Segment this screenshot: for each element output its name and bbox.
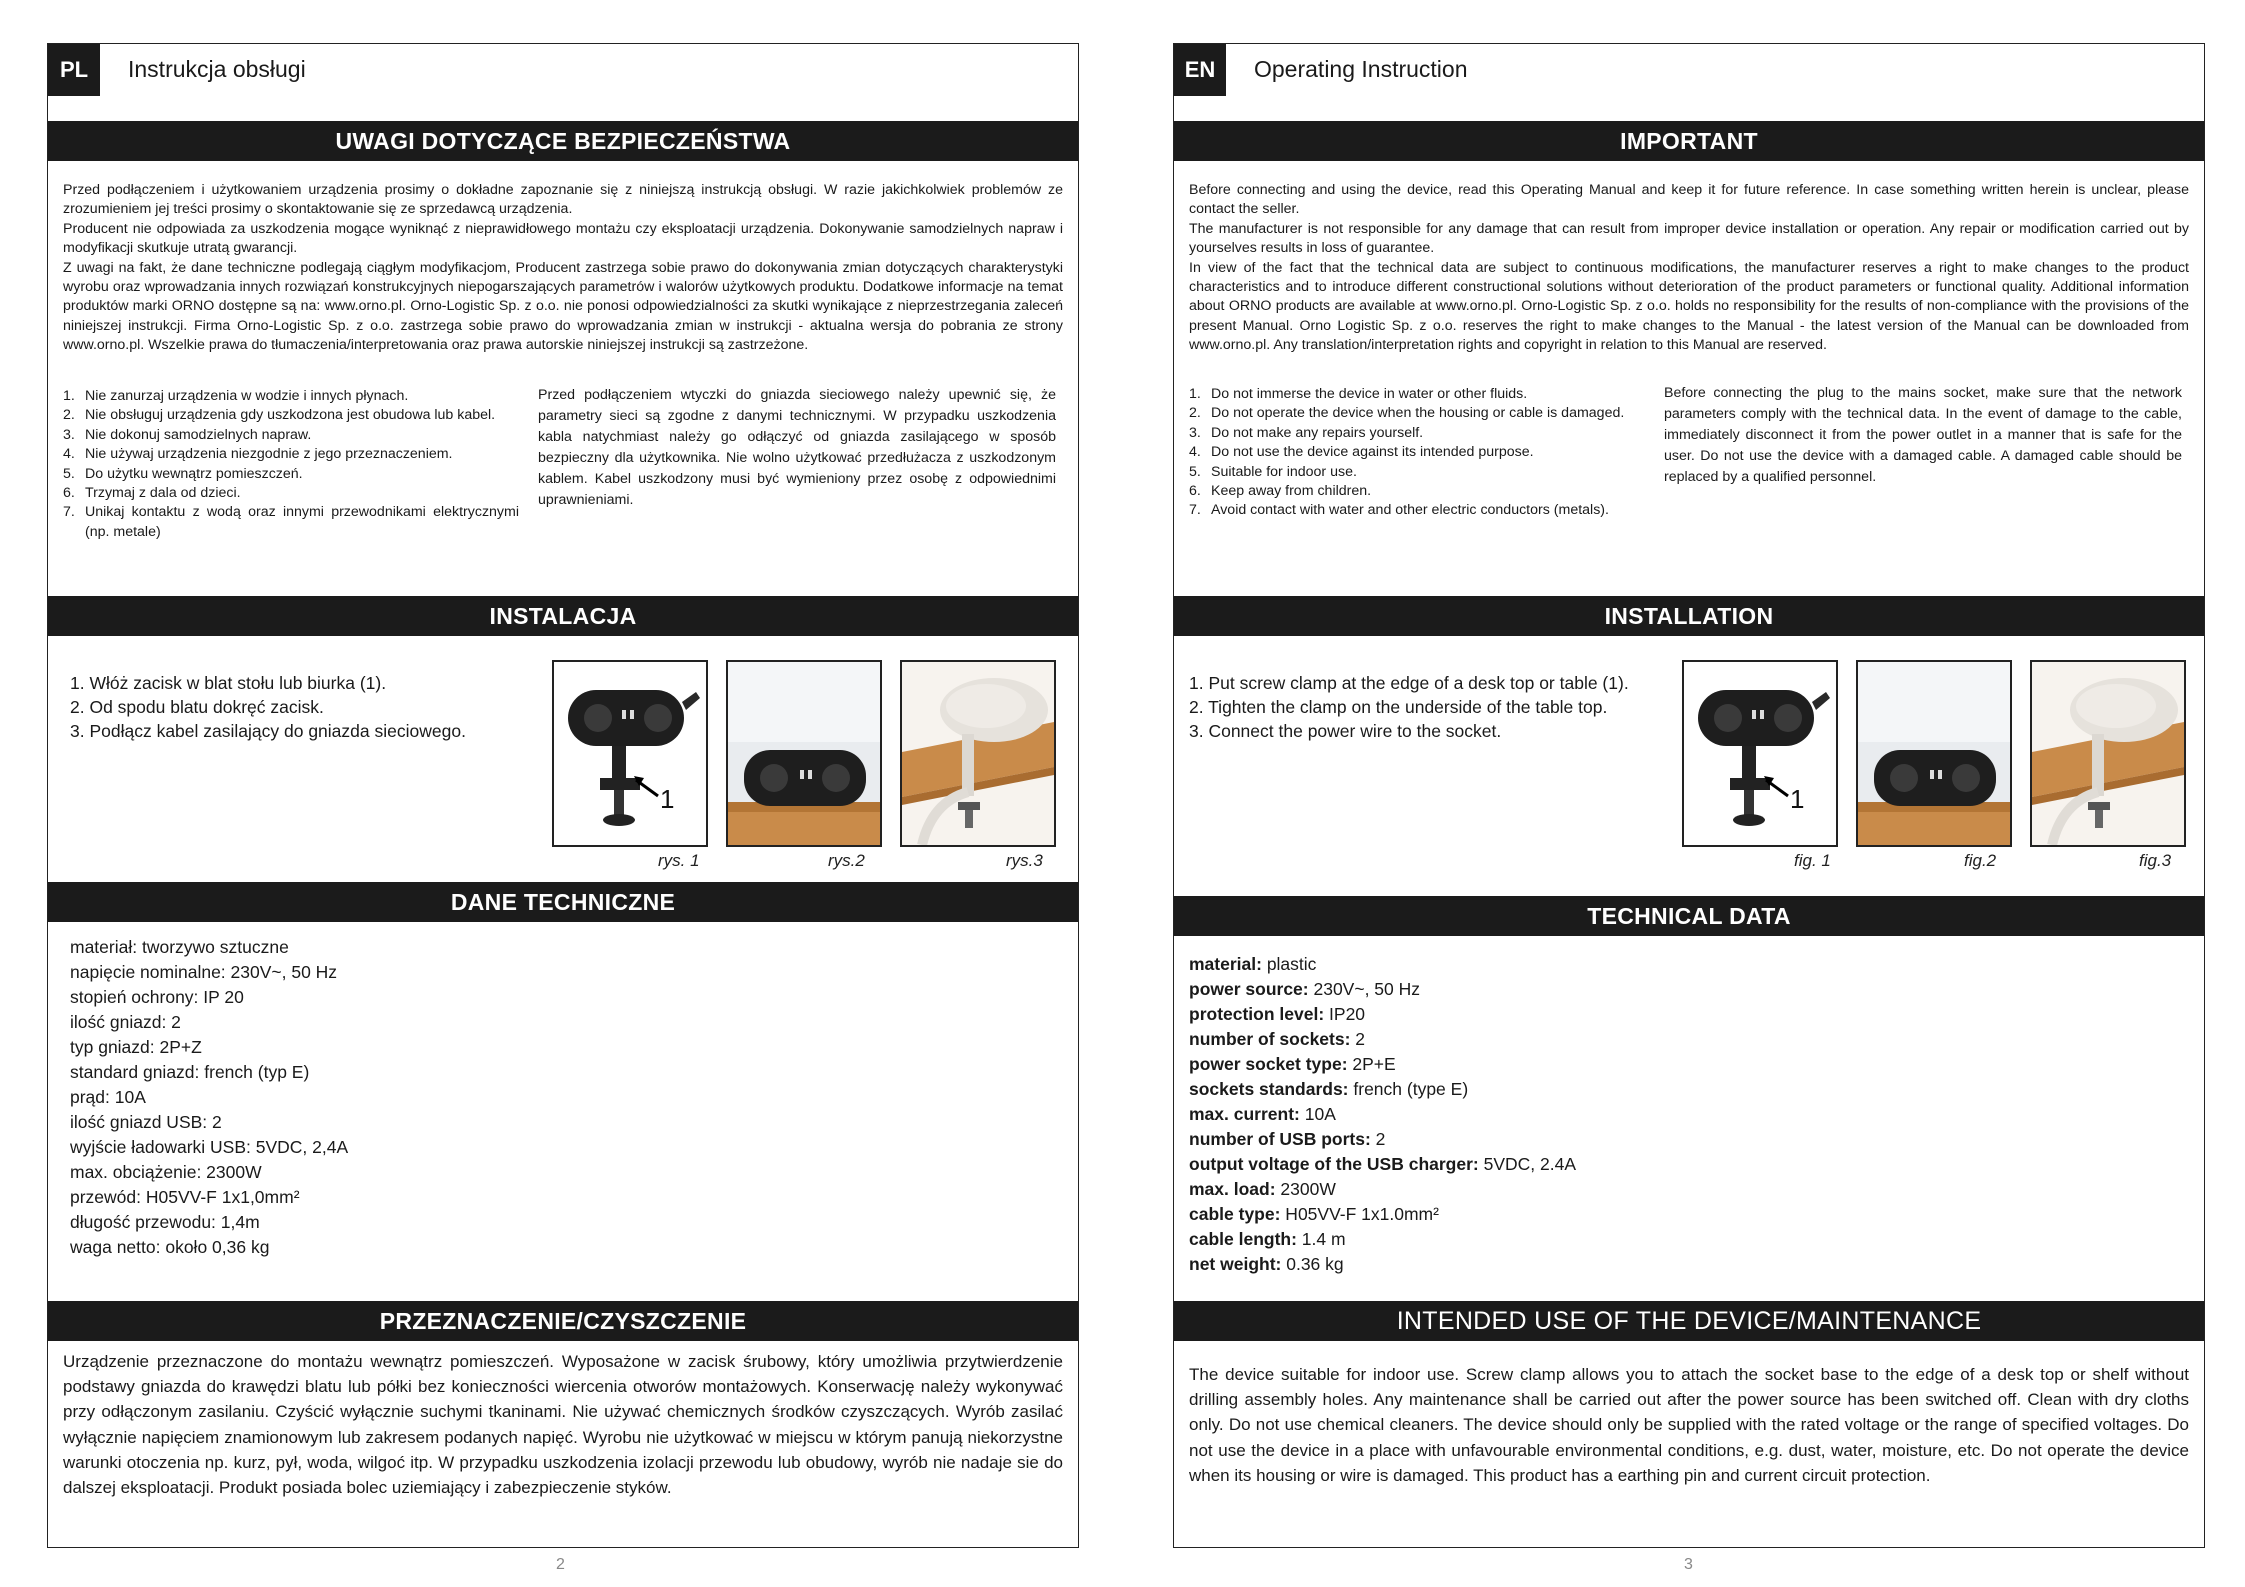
- figure-caption: fig.3: [2139, 851, 2172, 870]
- safety-warnings-list: [63, 387, 519, 542]
- spec-item: number of USB ports: 2: [1189, 1129, 1386, 1149]
- spec-item: standard gniazd: french (typ E): [70, 1062, 310, 1082]
- warning-item: 6. Trzymaj z dala od dzieci.: [63, 485, 241, 502]
- spec-item: ilość gniazd: 2: [70, 1012, 181, 1032]
- warning-item: 6. Keep away from children.: [1189, 483, 1372, 500]
- clamp-under-desk-illustration: [902, 662, 1054, 845]
- installation-steps: [70, 671, 466, 743]
- spec-item: net weight: 0.36 kg: [1189, 1254, 1344, 1274]
- safety-heading: IMPORTANT: [1174, 121, 2204, 161]
- safety-warnings-list: [1189, 385, 1644, 521]
- page-en: [1173, 43, 2205, 1548]
- warning-item: 2. Nie obsługuj urządzenia gdy uszkodzona jest obudowa lub kabel.: [63, 407, 496, 424]
- installation-steps: [1189, 671, 1629, 743]
- spec-item: material: plastic: [1189, 954, 1317, 974]
- intro-text: [63, 181, 1063, 356]
- spec-item: cable length: 1.4 m: [1189, 1229, 1346, 1249]
- spec-item: ilość gniazd USB: 2: [70, 1112, 222, 1132]
- warning-item: 7. Avoid contact with water and other electric conductors (metals).: [1189, 502, 1609, 519]
- intro-paragraph: Przed podłączeniem i użytkowaniem urządzenia prosimy o dokładne zapoznanie się z niniejszą instrukcją obsługi. W razie jakichkolwiek problemów ze zrozumieniem jej treści prosimy o skontaktowanie się ze sprzedawcą urządzenia.: [63, 182, 1063, 218]
- header-pl: [48, 44, 1078, 96]
- intended-use-heading: PRZEZNACZENIE/CZYSZCZENIE: [48, 1301, 1078, 1341]
- intro-paragraph: Producent nie odpowiada za uszkodzenia mogące wyniknąć z nieprawidłowego montażu czy eksploatacji urządzenia. Dokonywanie samodzielnych napraw i modyfikacji skutkuje utratą gwarancji.: [63, 220, 1063, 257]
- intro-text: [1189, 181, 2189, 356]
- warning-item: 1. Do not immerse the device in water or other fluids.: [1189, 386, 1528, 402]
- spec-item: power socket type: 2P+E: [1189, 1054, 1396, 1074]
- spec-item: protection level: IP20: [1189, 1004, 1366, 1024]
- figure-clamp-socket: [1682, 660, 1838, 847]
- installation-heading: INSTALLATION: [1174, 596, 2204, 636]
- spec-item: typ gniazd: 2P+Z: [70, 1037, 202, 1057]
- warning-item: 1. Nie zanurzaj urządzenia w wodzie i innych płynach.: [63, 388, 409, 404]
- socket-on-desk-illustration: [728, 662, 880, 845]
- warning-item: 7. Unikaj kontaktu z wodą oraz innymi przewodnikami elektrycznymi (np. metale): [63, 504, 519, 540]
- spec-item: sockets standards: french (type E): [1189, 1079, 1469, 1099]
- warning-item: 4. Nie używaj urządzenia niezgodnie z jego przeznaczeniem.: [63, 446, 453, 463]
- page-number: 2: [556, 1556, 565, 1573]
- spec-item: cable type: H05VV-F 1x1.0mm²: [1189, 1204, 1439, 1224]
- spec-item: prąd: 10A: [70, 1087, 146, 1107]
- warning-item: 3. Nie dokonuj samodzielnych napraw.: [63, 426, 312, 443]
- safety-heading: UWAGI DOTYCZĄCE BEZPIECZEŃSTWA: [48, 121, 1078, 161]
- intro-paragraph: Before connecting and using the device, read this Operating Manual and keep it for future reference. In case something written herein is unclear, please contact the seller.: [1189, 182, 2189, 218]
- page-pl: [47, 43, 1079, 1548]
- warning-item: 5. Do użytku wewnątrz pomieszczeń.: [63, 465, 303, 482]
- spec-item: waga netto: około 0,36 kg: [70, 1237, 270, 1257]
- installation-step: 3. Connect the power wire to the socket.: [1189, 721, 1502, 741]
- socket-with-clamp-illustration: [1684, 662, 1836, 845]
- intro-paragraph: In view of the fact that the technical data are subject to continuous modifications, the manufacturer reserves a right to make changes to the product characteristics and to introduce different constructional solutions without deterioration of the product parameters or functional quality. Additional information about ORNO products are available at www.orno.pl. Orno-Logistic Sp. z o.o. holds no responsibility for the results of non-compliance with the provisions of the present Manual. Orno Logistic Sp. z o.o. reserves the right to make changes to the Manual - the latest version of the Manual can be downloaded from www.orno.pl. Any translation/interpretation rights and copyright in relation to this Manual are reserved.: [1189, 259, 2189, 354]
- spec-item: napięcie nominalne: 230V~, 50 Hz: [70, 962, 338, 982]
- installation-heading: INSTALACJA: [48, 596, 1078, 636]
- installation-step: 1. Put screw clamp at the edge of a desk top or table (1).: [1189, 673, 1629, 693]
- language-badge: PL: [48, 44, 100, 96]
- spec-item: stopień ochrony: IP 20: [70, 987, 244, 1007]
- document-title: Operating Instruction: [1254, 56, 1468, 82]
- warning-note: Before connecting the plug to the mains socket, make sure that the network parameters comply with the technical data. In the event of damage to the cable, immediately disconnect it from the power outlet in a manner that is safe for the user. Do not use the device with a damaged cable. A damaged cable should be replaced by a qualified personnel.: [1664, 385, 2182, 485]
- spec-item: number of sockets: 2: [1189, 1029, 1366, 1049]
- spec-item: power source: 230V~, 50 Hz: [1189, 979, 1421, 999]
- svg-text:1: 1: [1790, 784, 1805, 814]
- intro-paragraph: The manufacturer is not responsible for any damage that can result from improper device installation or operation. Any repair or modification carried out by yourselves results in loss of guarantee.: [1189, 220, 2189, 257]
- installation-step: 2. Tighten the clamp on the underside of the table top.: [1189, 697, 1608, 717]
- installation-step: 1. Włóż zacisk w blat stołu lub biurka (1).: [70, 673, 387, 693]
- svg-text:1: 1: [660, 784, 675, 814]
- technical-data-heading: TECHNICAL DATA: [1174, 896, 2204, 936]
- spec-item: max. obciążenie: 2300W: [70, 1162, 262, 1182]
- socket-on-desk-illustration: [1858, 662, 2010, 845]
- warning-note: Przed podłączeniem wtyczki do gniazda sieciowego należy upewnić się, że parametry sieci są zgodne z danymi technicznymi. W przypadku uszkodzenia kabla natychmiast należy go odłączyć od gniazda zasilającego w sposób bezpieczny dla użytkownika. Nie wolno użytkować przedłużacza z uszkodzonym kablem. Kabel uszkodzony musi być wymieniony przez osobę z odpowiednimi uprawnieniami.: [538, 387, 1056, 508]
- spec-item: materiał: tworzywo sztuczne: [70, 937, 289, 957]
- figure-clamp-under-desk: [2030, 660, 2186, 847]
- figure-clamp-socket: [552, 660, 708, 847]
- warning-item: 3. Do not make any repairs yourself.: [1189, 424, 1424, 441]
- spec-item: przewód: H05VV-F 1x1,0mm²: [70, 1187, 300, 1207]
- intended-use-text: Urządzenie przeznaczone do montażu wewnątrz pomieszczeń. Wyposażone w zacisk śrubowy, który umożliwia przytwierdzenie podstawy gniazda do krawędzi blatu lub półki bez konieczności wiercenia otworów montażowych. Konserwację należy wykonywać przy odłączonym zasilaniu. Czyścić wyłącznie suchymi tkaninami. Nie używać chemicznych środków czyszczących. Wyrób zasilać wyłącznie napięciem znamionowym lub zakresem podanych napięć. Wyrobu nie użytkować w miejscu w którym panują niekorzystne warunki otoczenia np. kurz, pył, woda, wilgoć itp. W przypadku uszkodzenia izolacji przewodu lub obudowy, wyrób nie nadaje sie do dalszej eksploatacji. Produkt posiada bolec uziemiający i zabezpieczenie styków.: [63, 1352, 1063, 1498]
- spec-item: max. current: 10A: [1189, 1104, 1336, 1124]
- figure-caption: fig.2: [1964, 851, 1997, 870]
- figure-caption: rys.3: [1006, 851, 1043, 870]
- clamp-under-desk-illustration: [2032, 662, 2184, 845]
- language-badge: EN: [1174, 44, 1226, 96]
- technical-specs-list: [1189, 952, 1576, 1277]
- intended-use-heading: INTENDED USE OF THE DEVICE/MAINTENANCE: [1174, 1301, 2204, 1341]
- intended-use-text: The device suitable for indoor use. Screw clamp allows you to attach the socket base to the edge of a desk top or shelf without drilling assembly holes. Any maintenance shall be carried out after the power source has been switched off. Clean with dry cloths only. Do not use chemical cleaners. The device should only be supplied with the rated voltage or the range of specified voltages. Do not use the device in a place with unfavourable environmental conditions, e.g. dust, water, moisture, etc. Do not operate the device when its housing or wire is damaged. This product has a earthing pin and current circuit protection.: [1189, 1365, 2189, 1485]
- page-number: 3: [1684, 1556, 1693, 1573]
- document-title: Instrukcja obsługi: [128, 56, 306, 82]
- warning-item: 5. Suitable for indoor use.: [1189, 463, 1357, 480]
- warning-item: 2. Do not operate the device when the housing or cable is damaged.: [1189, 405, 1625, 422]
- socket-with-clamp-illustration: [554, 662, 706, 845]
- figure-caption: rys. 1: [658, 851, 700, 870]
- intro-paragraph: Z uwagi na fakt, że dane techniczne podlegają ciągłym modyfikacjom, Producent zastrzega sobie prawo do dokonywania zmian dotyczących charakterystyki wyrobu oraz wprowadzania innych rozwiązań konstrukcyjnych niepogarszających parametrów i walorów użytkowych produktu. Dodatkowe informacje na temat produktów marki ORNO dostępne są na: www.orno.pl. Orno-Logistic Sp. z o.o. nie ponosi odpowiedzialności za skutki wynikające z nieprzestrzegania zaleceń niniejszej instrukcji. Firma Orno-Logistic Sp. z o.o. zastrzega sobie prawo do wprowadzania zmian w instrukcji - aktualna wersja do pobrania ze strony www.orno.pl. Wszelkie prawa do tłumaczenia/interpretowania oraz prawa autorskie niniejszej instrukcji są zastrzeżone.: [63, 259, 1063, 354]
- spec-item: output voltage of the USB charger: 5VDC, 2.4A: [1189, 1154, 1577, 1174]
- spec-item: wyjście ładowarki USB: 5VDC, 2,4A: [70, 1137, 349, 1157]
- technical-data-heading: DANE TECHNICZNE: [48, 882, 1078, 922]
- header-en: [1174, 44, 2204, 96]
- figure-clamp-under-desk: [900, 660, 1056, 847]
- spec-item: max. load: 2300W: [1189, 1179, 1336, 1199]
- spec-item: długość przewodu: 1,4m: [70, 1212, 260, 1232]
- figure-socket-on-desk: [726, 660, 882, 847]
- figure-socket-on-desk: [1856, 660, 2012, 847]
- warning-item: 4. Do not use the device against its intended purpose.: [1189, 444, 1534, 461]
- technical-specs-list: [70, 935, 348, 1260]
- figure-caption: rys.2: [828, 851, 865, 870]
- installation-step: 3. Podłącz kabel zasilający do gniazda sieciowego.: [70, 721, 466, 741]
- installation-step: 2. Od spodu blatu dokręć zacisk.: [70, 697, 324, 717]
- figure-caption: fig. 1: [1794, 851, 1831, 870]
